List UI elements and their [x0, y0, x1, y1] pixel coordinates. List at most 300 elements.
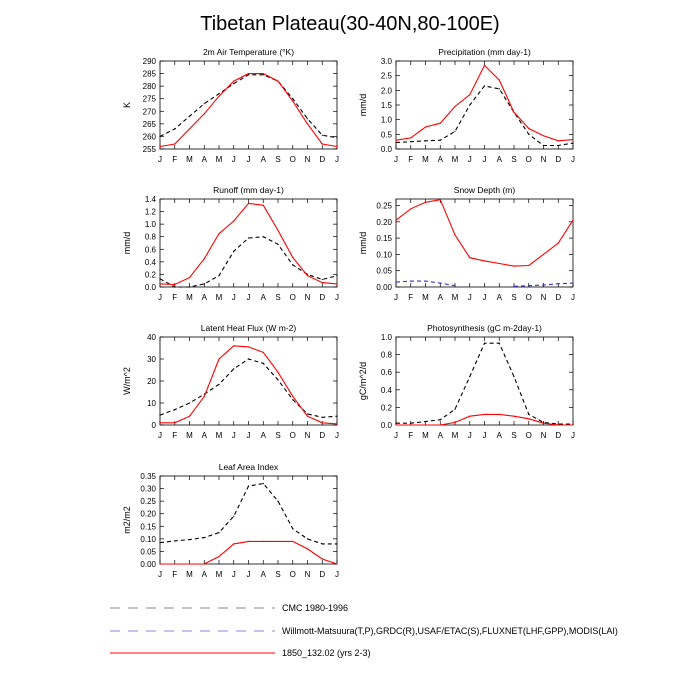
x-tick-label: J: [246, 431, 251, 440]
y-tick-label: 1.4: [144, 195, 156, 204]
x-tick-label: F: [172, 431, 178, 440]
data-point: [174, 284, 175, 285]
data-point: [233, 220, 234, 221]
data-point: [322, 417, 323, 418]
data-point: [292, 541, 293, 542]
x-tick-label: J: [231, 431, 236, 440]
data-point: [425, 202, 426, 203]
data-point: [322, 135, 323, 136]
x-tick-label: J: [467, 293, 472, 302]
y-tick-label: 280: [142, 82, 156, 92]
x-tick-label: J: [467, 155, 472, 164]
y-tick-label: 0.25: [140, 497, 156, 507]
y-tick-label: 0.0: [380, 421, 392, 430]
data-point: [248, 237, 249, 238]
x-tick-label: J: [571, 155, 575, 164]
data-point: [292, 101, 293, 102]
data-point: [233, 345, 234, 346]
x-tick-label: M: [186, 293, 193, 302]
y-tick-label: 0.0: [144, 283, 156, 292]
data-point: [513, 286, 514, 287]
panel-grid: [122, 47, 575, 579]
series-line-black-dashed: [160, 359, 337, 417]
data-point: [454, 422, 455, 423]
data-point: [454, 131, 455, 132]
data-point: [263, 236, 264, 237]
y-tick-label: 0.2: [144, 270, 156, 280]
x-tick-label: M: [451, 293, 459, 302]
data-point: [410, 141, 411, 142]
data-point: [174, 563, 175, 564]
data-point: [395, 423, 396, 424]
x-tick-label: J: [158, 155, 162, 164]
data-point: [292, 257, 293, 258]
data-point: [189, 563, 190, 564]
data-point: [336, 543, 337, 544]
x-tick-label: O: [289, 155, 296, 164]
data-point: [307, 538, 308, 539]
data-point: [395, 424, 396, 425]
data-point: [336, 283, 337, 284]
data-point: [513, 376, 514, 377]
data-point: [204, 563, 205, 564]
data-point: [248, 203, 249, 204]
x-tick-label: J: [158, 570, 162, 579]
data-point: [277, 379, 278, 380]
y-tick-label: 1.2: [144, 207, 156, 217]
data-point: [499, 414, 500, 415]
data-point: [174, 286, 175, 287]
data-point: [189, 539, 190, 540]
y-tick-label: 0.35: [140, 472, 156, 481]
data-point: [410, 208, 411, 209]
x-tick-label: N: [304, 431, 311, 440]
legend-label: 1850_132.02 (yrs 2-3): [282, 648, 371, 658]
data-point: [410, 424, 411, 425]
data-point: [528, 414, 529, 415]
data-point: [513, 416, 514, 417]
x-tick-label: J: [394, 431, 398, 440]
x-tick-label: A: [260, 293, 266, 302]
x-tick-label: M: [215, 570, 223, 579]
x-tick-label: N: [304, 570, 311, 579]
data-point: [204, 113, 205, 114]
x-tick-label: J: [482, 155, 487, 164]
data-point: [263, 73, 264, 74]
data-point: [174, 143, 175, 144]
y-axis-label: m2/m2: [122, 506, 132, 534]
data-point: [204, 537, 205, 538]
data-point: [543, 423, 544, 424]
data-point: [292, 528, 293, 529]
x-tick-label: J: [571, 431, 575, 440]
data-point: [543, 145, 544, 146]
data-point: [484, 85, 485, 86]
x-tick-label: J: [246, 293, 251, 302]
data-point: [263, 541, 264, 542]
x-tick-label: A: [201, 570, 207, 579]
y-tick-label: 0.10: [376, 250, 392, 260]
x-tick-label: A: [201, 431, 207, 440]
y-tick-label: 0.4: [380, 385, 392, 395]
x-tick-label: N: [540, 431, 547, 440]
data-point: [543, 254, 544, 255]
x-tick-label: S: [275, 570, 281, 579]
data-point: [218, 556, 219, 557]
x-tick-label: N: [304, 155, 311, 164]
data-point: [277, 541, 278, 542]
panel-1: [122, 47, 339, 164]
data-point: [263, 352, 264, 353]
data-point: [336, 416, 337, 417]
series-line-red-solid: [396, 65, 573, 140]
data-point: [440, 140, 441, 141]
x-tick-label: A: [201, 155, 207, 164]
data-point: [307, 416, 308, 417]
data-point: [322, 422, 323, 423]
data-point: [425, 281, 426, 282]
legend-label: CMC 1980-1996: [282, 603, 349, 613]
y-tick-label: 0.8: [380, 350, 392, 360]
data-point: [543, 284, 544, 285]
data-point: [233, 251, 234, 252]
data-point: [322, 558, 323, 559]
data-point: [499, 343, 500, 344]
data-point: [292, 399, 293, 400]
data-point: [469, 376, 470, 377]
x-tick-label: F: [172, 570, 178, 579]
y-tick-label: 3.0: [380, 57, 392, 66]
data-point: [204, 396, 205, 397]
data-point: [469, 104, 470, 105]
x-tick-label: J: [394, 293, 398, 302]
y-tick-label: 275: [142, 94, 156, 104]
y-tick-label: 260: [142, 132, 156, 142]
y-tick-label: 0.15: [376, 234, 392, 244]
x-tick-label: J: [335, 293, 339, 302]
data-point: [322, 543, 323, 544]
x-tick-label: A: [437, 293, 443, 302]
y-tick-label: 1.0: [144, 220, 156, 230]
data-point: [159, 422, 160, 423]
data-point: [292, 264, 293, 265]
data-point: [263, 205, 264, 206]
x-tick-label: A: [437, 431, 443, 440]
x-tick-label: D: [555, 155, 562, 164]
y-tick-label: 0.8: [144, 232, 156, 242]
data-point: [469, 416, 470, 417]
data-point: [410, 423, 411, 424]
x-tick-label: N: [304, 293, 311, 302]
y-tick-label: 0.20: [376, 217, 392, 227]
data-point: [248, 486, 249, 487]
data-point: [395, 142, 396, 143]
x-tick-label: A: [496, 293, 502, 302]
series-line-black-dashed: [160, 484, 337, 544]
x-tick-label: M: [215, 293, 223, 302]
panel-4: [358, 185, 575, 302]
y-tick-label: 0.20: [140, 509, 156, 519]
data-point: [204, 103, 205, 104]
data-point: [159, 542, 160, 543]
data-point: [233, 543, 234, 544]
plot-frame: [396, 199, 573, 287]
panel-2: [358, 47, 575, 164]
x-tick-label: A: [201, 293, 207, 302]
data-point: [572, 283, 573, 284]
series-line-red-solid: [396, 200, 573, 266]
data-point: [233, 368, 234, 369]
data-point: [174, 422, 175, 423]
y-tick-label: 0.30: [140, 484, 156, 494]
data-point: [322, 282, 323, 283]
series-line-red-solid: [160, 346, 337, 424]
x-tick-label: O: [525, 431, 532, 440]
data-point: [513, 266, 514, 267]
y-tick-label: 0.0: [380, 145, 392, 154]
data-point: [454, 285, 455, 286]
x-tick-label: A: [260, 570, 266, 579]
y-tick-label: 0.05: [376, 266, 392, 276]
y-tick-label: 1.0: [380, 333, 392, 342]
data-point: [425, 421, 426, 422]
data-point: [277, 372, 278, 373]
data-point: [528, 285, 529, 286]
data-point: [189, 416, 190, 417]
data-point: [248, 541, 249, 542]
data-point: [292, 396, 293, 397]
data-point: [336, 423, 337, 424]
x-tick-label: J: [394, 155, 398, 164]
data-point: [543, 135, 544, 136]
data-point: [204, 283, 205, 284]
x-tick-label: A: [496, 431, 502, 440]
data-point: [218, 384, 219, 385]
x-tick-label: D: [555, 431, 562, 440]
y-tick-label: 265: [142, 119, 156, 129]
y-tick-label: 0.00: [140, 560, 156, 569]
data-point: [513, 112, 514, 113]
data-point: [233, 516, 234, 517]
data-point: [218, 233, 219, 234]
data-point: [322, 279, 323, 280]
x-tick-label: J: [482, 293, 487, 302]
x-tick-label: M: [215, 431, 223, 440]
data-point: [159, 278, 160, 279]
x-tick-label: J: [467, 431, 472, 440]
y-axis-label: mm/d: [122, 231, 132, 255]
x-tick-label: M: [422, 431, 429, 440]
x-tick-label: J: [231, 293, 236, 302]
y-tick-label: 255: [142, 145, 156, 154]
x-tick-label: A: [260, 431, 266, 440]
y-tick-label: 0.05: [140, 547, 156, 557]
data-point: [572, 143, 573, 144]
x-tick-label: J: [158, 431, 162, 440]
data-point: [159, 136, 160, 137]
panel-title: Runoff (mm day-1): [213, 185, 284, 195]
data-point: [528, 265, 529, 266]
x-tick-label: S: [511, 155, 517, 164]
data-point: [454, 409, 455, 410]
x-tick-label: M: [422, 293, 429, 302]
data-point: [263, 363, 264, 364]
x-tick-label: M: [215, 155, 223, 164]
x-tick-label: J: [335, 570, 339, 579]
data-point: [572, 424, 573, 425]
x-tick-label: F: [172, 293, 178, 302]
series-line-red-solid: [160, 203, 337, 284]
x-tick-label: M: [451, 431, 459, 440]
data-point: [425, 140, 426, 141]
data-point: [454, 106, 455, 107]
data-point: [307, 413, 308, 414]
data-point: [395, 282, 396, 283]
y-tick-label: 0.6: [380, 368, 392, 378]
data-point: [189, 402, 190, 403]
y-tick-label: 10: [147, 399, 156, 408]
x-tick-label: M: [186, 155, 193, 164]
data-point: [248, 346, 249, 347]
x-tick-label: F: [408, 431, 414, 440]
y-axis-label: mm/d: [358, 93, 368, 117]
y-axis-label: K: [122, 101, 132, 109]
data-point: [307, 275, 308, 276]
plot-frame: [396, 61, 573, 149]
y-axis-label: mm/d: [358, 231, 368, 255]
data-point: [558, 242, 559, 243]
x-tick-label: J: [246, 155, 251, 164]
data-point: [174, 128, 175, 129]
y-tick-label: 270: [142, 107, 156, 117]
x-tick-label: M: [186, 570, 193, 579]
x-tick-label: J: [335, 155, 339, 164]
y-tick-label: 0: [151, 421, 156, 430]
data-point: [189, 128, 190, 129]
x-tick-label: J: [246, 570, 251, 579]
x-tick-label: M: [422, 155, 429, 164]
data-point: [499, 263, 500, 264]
data-point: [159, 283, 160, 284]
data-point: [440, 283, 441, 284]
plot-frame: [160, 337, 337, 425]
x-tick-label: D: [319, 431, 326, 440]
y-tick-label: 290: [142, 57, 156, 66]
x-tick-label: S: [275, 293, 281, 302]
legend-label: Willmott-Matsuura(T,P),GRDC(R),USAF/ETAC(S),FLUXNET(LHF,GPP),MODIS(LAI): [282, 626, 618, 636]
x-tick-label: F: [172, 155, 178, 164]
data-point: [558, 424, 559, 425]
data-point: [440, 419, 441, 420]
data-point: [159, 146, 160, 147]
x-tick-label: J: [571, 293, 575, 302]
data-point: [189, 286, 190, 287]
x-tick-label: A: [496, 155, 502, 164]
data-point: [263, 483, 264, 484]
data-point: [528, 128, 529, 129]
data-point: [189, 116, 190, 117]
panel-7: [122, 462, 339, 579]
data-point: [336, 275, 337, 276]
y-tick-label: 2.5: [380, 71, 392, 81]
data-point: [174, 409, 175, 410]
data-point: [528, 418, 529, 419]
x-tick-label: J: [335, 431, 339, 440]
data-point: [204, 258, 205, 259]
x-tick-label: S: [511, 431, 517, 440]
data-point: [440, 199, 441, 200]
data-point: [484, 260, 485, 261]
data-point: [277, 501, 278, 502]
x-tick-label: O: [525, 155, 532, 164]
data-point: [277, 230, 278, 231]
x-tick-label: J: [231, 155, 236, 164]
y-tick-label: 1.5: [380, 101, 392, 110]
panel-title: 2m Air Temperature (°K): [202, 47, 295, 57]
legend: [110, 603, 618, 658]
x-tick-label: S: [511, 293, 517, 302]
x-tick-label: S: [275, 155, 281, 164]
data-point: [233, 81, 234, 82]
data-point: [307, 548, 308, 549]
x-tick-label: M: [186, 431, 193, 440]
data-point: [425, 424, 426, 425]
data-point: [336, 146, 337, 147]
data-point: [233, 83, 234, 84]
data-point: [454, 234, 455, 235]
data-point: [499, 88, 500, 89]
data-point: [484, 65, 485, 66]
y-tick-label: 2.0: [380, 86, 392, 96]
x-tick-label: D: [319, 293, 326, 302]
data-point: [410, 281, 411, 282]
x-tick-label: S: [275, 431, 281, 440]
y-tick-label: 40: [147, 333, 156, 342]
data-point: [277, 81, 278, 82]
y-axis-label: gC/m^2/d: [358, 361, 368, 401]
data-point: [484, 414, 485, 415]
y-tick-label: 0.00: [376, 283, 392, 292]
x-tick-label: D: [555, 293, 562, 302]
data-point: [558, 145, 559, 146]
x-tick-label: A: [260, 155, 266, 164]
data-point: [410, 137, 411, 138]
data-point: [292, 98, 293, 99]
data-point: [395, 140, 396, 141]
data-point: [558, 283, 559, 284]
x-tick-label: F: [408, 155, 414, 164]
x-tick-label: O: [289, 293, 296, 302]
x-tick-label: J: [231, 570, 236, 579]
panel-title: Photosynthesis (gC m-2day-1): [427, 323, 542, 333]
y-tick-label: 285: [142, 69, 156, 79]
data-point: [336, 563, 337, 564]
data-point: [277, 244, 278, 245]
y-axis-label: W/m^2: [122, 367, 132, 395]
data-point: [218, 532, 219, 533]
data-point: [572, 139, 573, 140]
x-tick-label: O: [525, 293, 532, 302]
data-point: [218, 93, 219, 94]
x-tick-label: M: [451, 155, 459, 164]
data-point: [484, 343, 485, 344]
plot-frame: [396, 337, 573, 425]
panel-3: [122, 185, 339, 302]
data-point: [440, 424, 441, 425]
figure-title: Tibetan Plateau(30-40N,80-100E): [200, 13, 500, 35]
data-point: [307, 118, 308, 119]
x-tick-label: D: [319, 570, 326, 579]
